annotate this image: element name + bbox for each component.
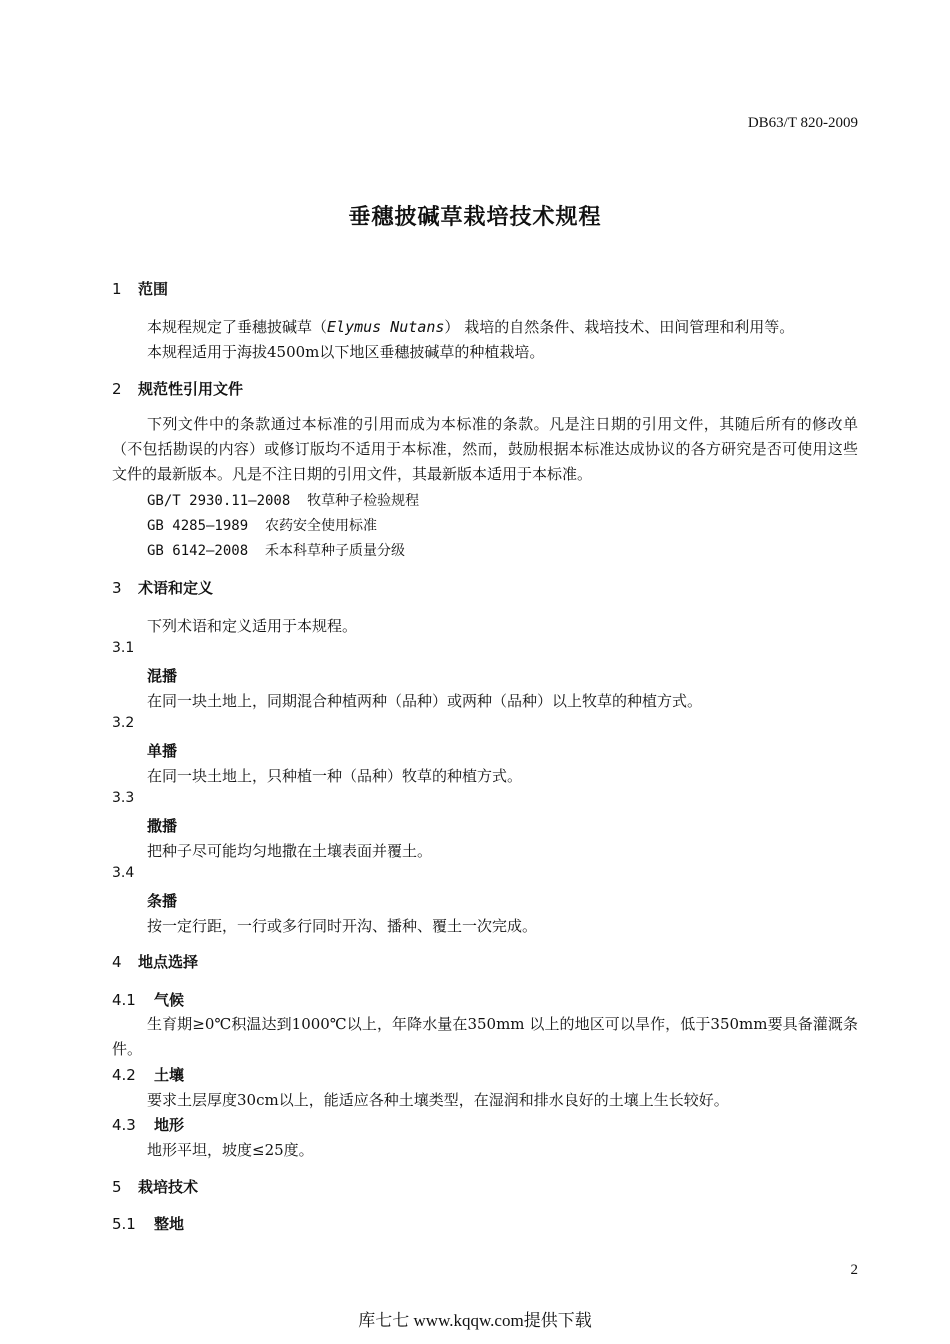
subsection-heading: [112, 1213, 184, 1234]
term-name: 撒播: [147, 817, 178, 835]
section-title: 术语和定义: [138, 579, 214, 597]
subsection-title: 整地: [154, 1215, 185, 1233]
term-number: 3.3: [112, 790, 135, 806]
section-3-intro: 下列术语和定义适用于本规程。: [147, 617, 358, 635]
page-number: 2: [850, 1262, 858, 1278]
term-number: 3.4: [112, 865, 135, 881]
subsection-heading: [112, 989, 184, 1010]
section-number: 5: [112, 1178, 122, 1196]
subsection-number: 4.2: [112, 1066, 136, 1084]
section-5-heading: [112, 1176, 198, 1197]
subsection-number: 4.1: [112, 991, 136, 1009]
subsection-number: 5.1: [112, 1215, 136, 1233]
section-title: 栽培技术: [138, 1178, 199, 1196]
section-title: 规范性引用文件: [138, 380, 244, 398]
subsection-title: 地形: [154, 1116, 185, 1134]
subsection-heading: [112, 1114, 184, 1135]
reference-title: 农药安全使用标准: [265, 518, 378, 534]
subsection-title: 土壤: [154, 1066, 185, 1084]
term-name: 混播: [147, 667, 178, 685]
term-definition: 在同一块土地上，同期混合种植两种（品种）或两种（品种）以上牧草的种植方式。: [147, 692, 703, 710]
text: 本规程规定了垂穗披碱草（: [147, 318, 328, 336]
term-number: 3.2: [112, 715, 135, 731]
section-1-paragraph-1: [147, 316, 794, 337]
term-definition: 在同一块土地上，只种植一种（品种）牧草的种植方式。: [147, 767, 523, 785]
subsection-heading: [112, 1064, 184, 1085]
section-2-heading: [112, 378, 243, 399]
section-number: 1: [112, 280, 122, 298]
reference-code: GB 6142—2008: [147, 543, 249, 559]
reference-title: 禾本科草种子质量分级: [265, 543, 406, 559]
section-4-heading: [112, 951, 198, 972]
term-name: 条播: [147, 892, 178, 910]
section-2-paragraph: 下列文件中的条款通过本标准的引用而成为本标准的条款。凡是注日期的引用文件，其随后所有的修改单（不包括勘误的内容）或修订版均不适用于本标准，然而，鼓励根据本标准达成协议的各方研究是否可使用这些文件的最新版本。凡是不注日期的引用文件，其最新版本适用于本标准。: [112, 415, 858, 483]
document-code: DB63/T 820-2009: [747, 115, 858, 131]
section-number: 3: [112, 579, 122, 597]
reference-code: GB/T 2930.11—2008: [147, 493, 291, 509]
subsection-text: 地形平坦，坡度≤25度。: [147, 1141, 314, 1159]
term-definition: 把种子尽可能均匀地撒在土壤表面并覆土。: [147, 842, 433, 860]
text: ） 栽培的自然条件、栽培技术、田间管理和利用等。: [444, 318, 795, 336]
download-footer: 库七七 www.kqqw.com提供下载: [358, 1311, 592, 1330]
reference-code: GB 4285—1989: [147, 518, 249, 534]
latin-name: Elymus Nutans: [327, 318, 445, 336]
section-number: 4: [112, 953, 122, 971]
section-3-heading: [112, 577, 213, 598]
subsection-title: 气候: [154, 991, 185, 1009]
term-definition: 按一定行距，一行或多行同时开沟、播种、覆土一次完成。: [147, 917, 538, 935]
term-number: 3.1: [112, 640, 135, 656]
section-1-heading: [112, 278, 168, 299]
document-title: 垂穗披碱草栽培技术规程: [348, 205, 602, 230]
reference-title: 牧草种子检验规程: [307, 493, 420, 509]
section-title: 地点选择: [138, 953, 199, 971]
section-title: 范围: [138, 280, 169, 298]
subsection-number: 4.3: [112, 1116, 136, 1134]
section-number: 2: [112, 380, 122, 398]
reference-item: [147, 540, 405, 560]
reference-item: [147, 490, 419, 510]
term-name: 单播: [147, 742, 178, 760]
subsection-text: 要求土层厚度30cm以上，能适应各种土壤类型，在湿润和排水良好的土壤上生长较好。: [147, 1091, 729, 1109]
reference-item: [147, 515, 377, 535]
section-1-paragraph-2: 本规程适用于海拔4500m以下地区垂穗披碱草的种植栽培。: [147, 343, 545, 361]
subsection-text: 生育期≥0℃积温达到1000℃以上，年降水量在350mm 以上的地区可以旱作，低于350mm要具备灌溉条件。: [112, 1015, 858, 1058]
